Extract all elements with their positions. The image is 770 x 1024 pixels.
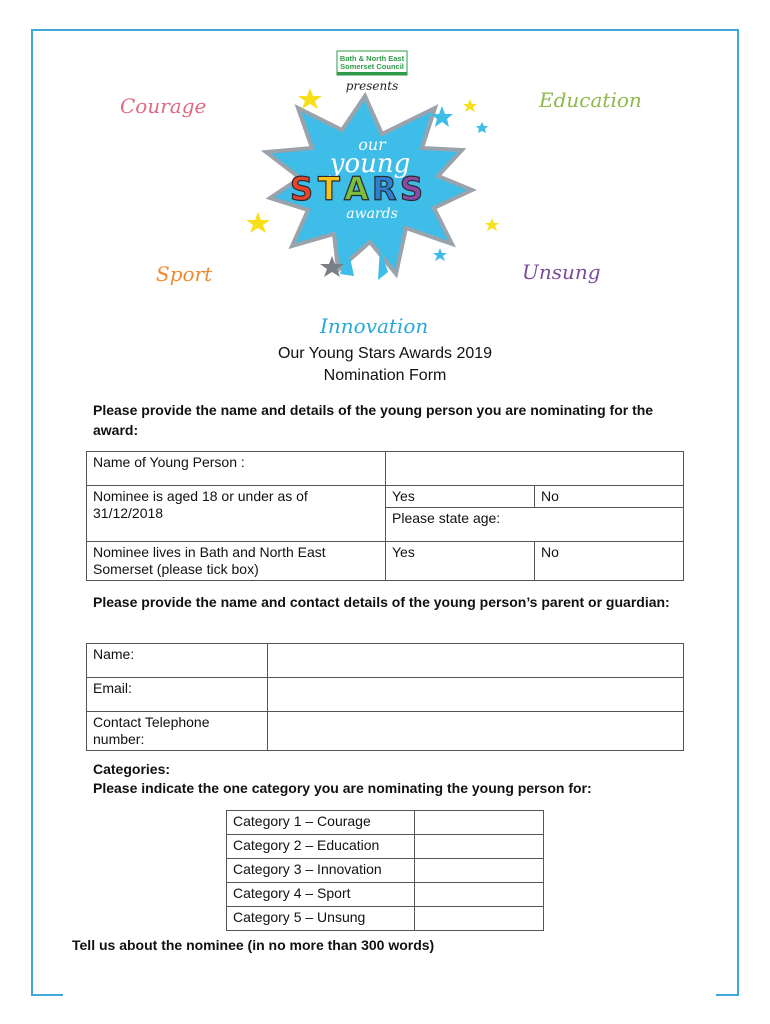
page-frame-top [31, 29, 739, 31]
lives-no-option[interactable] [535, 542, 684, 581]
star-icon [298, 88, 322, 109]
category-label: Category 3 – Innovation [227, 859, 415, 883]
council-name-line: Bath & North East [339, 54, 405, 63]
nominee-details-table [86, 451, 684, 581]
page-frame-right [737, 29, 739, 996]
young-person-name-field[interactable] [386, 452, 684, 486]
page-frame-bottom-left [31, 994, 63, 996]
lives-no-label: No [541, 544, 559, 560]
guardian-phone-label: Contact Telephone number: [87, 712, 268, 751]
svg-text:R: R [372, 170, 397, 208]
star-icon [463, 99, 477, 112]
logo-young-text: young [329, 149, 411, 179]
education-label: Education [539, 88, 642, 112]
guardian-name-label: Name: [87, 644, 268, 678]
category-education-tick-box[interactable] [415, 835, 544, 859]
lives-yes-option[interactable] [386, 542, 535, 581]
age-yes-option[interactable] [386, 486, 535, 508]
category-label: Category 5 – Unsung [227, 907, 415, 931]
council-logo [337, 51, 407, 75]
category-label: Category 4 – Sport [227, 883, 415, 907]
nominee-description-heading: Tell us about the nominee (in no more than 300 words) [72, 937, 435, 953]
category-label: Category 1 – Courage [227, 811, 415, 835]
logo-our-text: our [358, 135, 386, 154]
svg-text:S: S [400, 170, 424, 208]
age-no-option[interactable] [535, 486, 684, 508]
svg-text:T: T [318, 170, 340, 208]
logo-awards-text: awards [346, 206, 398, 222]
guardian-email-field[interactable] [268, 678, 684, 712]
sport-label: Sport [156, 262, 213, 286]
form-title: Our Young Stars Awards 2019 [277, 345, 493, 362]
state-age-label: Please state age: [392, 510, 501, 526]
guardian-name-field[interactable] [268, 644, 684, 678]
form-subtitle: Nomination Form [323, 367, 447, 384]
category-unsung-tick-box[interactable] [415, 907, 544, 931]
state-age-field[interactable] [386, 508, 684, 542]
innovation-label: Innovation [320, 314, 429, 338]
unsung-label: Unsung [522, 260, 601, 284]
guardian-phone-field[interactable] [268, 712, 684, 751]
age-no-label: No [541, 488, 559, 504]
category-courage-tick-box[interactable] [415, 811, 544, 835]
star-icon [476, 122, 488, 133]
category-table [226, 810, 544, 931]
categories-heading: Categories: [93, 761, 171, 777]
svg-text:S: S [290, 170, 314, 208]
age-label: Nominee is aged 18 or under as of 31/12/2018 [87, 486, 386, 542]
page-frame-bottom-right [716, 994, 739, 996]
nominee-instruction: Please provide the name and details of the young person you are nominating for the award: [93, 402, 654, 438]
courage-label: Courage [120, 94, 207, 118]
star-icon [485, 218, 499, 231]
lives-in-label: Nominee lives in Bath and North East Somerset (please tick box) [87, 542, 386, 581]
lives-yes-label: Yes [392, 544, 415, 560]
categories-instruction: Please indicate the one category you are nominating the young person for: [93, 780, 592, 796]
young-person-name-label: Name of Young Person : [87, 452, 386, 486]
category-label: Category 2 – Education [227, 835, 415, 859]
page-frame-left [31, 29, 33, 996]
age-yes-label: Yes [392, 488, 415, 504]
logo-stars-text [290, 170, 423, 208]
guardian-details-table [86, 643, 684, 751]
presents-text: presents [345, 79, 399, 93]
council-name-line-2: Somerset Council [340, 62, 404, 71]
guardian-instruction: Please provide the name and contact details of the young person’s parent or guardian: [93, 594, 670, 610]
category-sport-tick-box[interactable] [415, 883, 544, 907]
svg-text:A: A [344, 170, 369, 208]
category-innovation-tick-box[interactable] [415, 859, 544, 883]
star-icon [246, 212, 270, 233]
star-icon [433, 248, 447, 261]
guardian-email-label: Email: [87, 678, 268, 712]
young-stars-logo [230, 48, 500, 288]
